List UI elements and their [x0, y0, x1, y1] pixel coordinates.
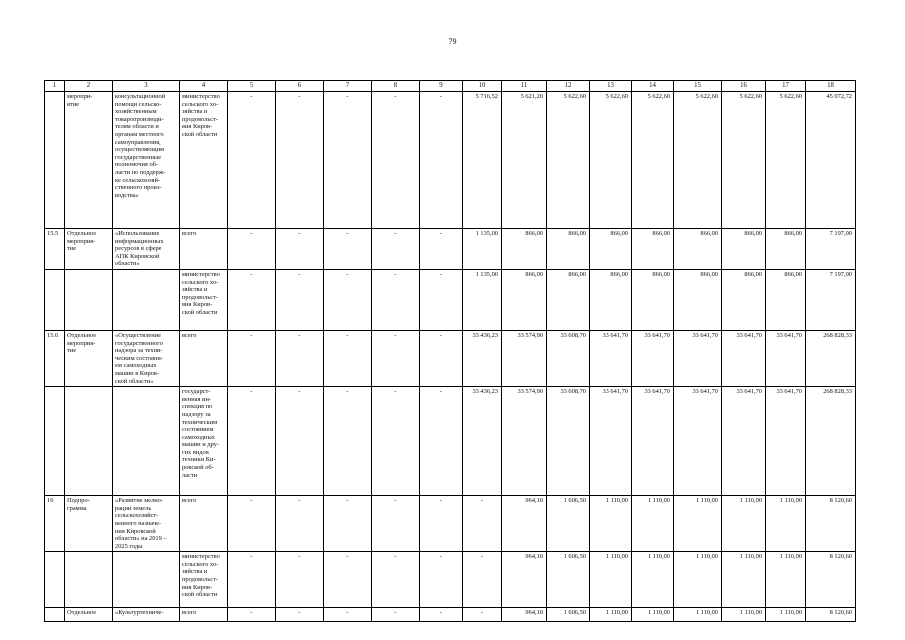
value-cell-col-9: -	[420, 92, 463, 229]
value-cell-col-14: 5 622,60	[632, 92, 674, 229]
value-cell-col-10: 1 135,00	[463, 229, 502, 270]
row-id-cell	[45, 608, 65, 622]
event-type-cell	[65, 387, 113, 496]
value-cell-col-16: 1 110,00	[722, 496, 766, 552]
column-number-5: 5	[228, 81, 276, 92]
value-cell-col-17: 33 641,70	[766, 387, 806, 496]
value-cell-col-7: -	[324, 552, 372, 608]
value-cell-col-6: -	[276, 229, 324, 270]
value-cell-col-18: 268 828,33	[806, 330, 856, 386]
value-cell-col-11: 5 621,20	[502, 92, 547, 229]
column-number-14: 14	[632, 81, 674, 92]
value-cell-col-6: -	[276, 552, 324, 608]
value-cell-col-7: -	[324, 387, 372, 496]
column-number-1: 1	[45, 81, 65, 92]
value-cell-col-8: -	[372, 552, 420, 608]
value-cell-col-8: -	[372, 269, 420, 330]
value-cell-col-14: 33 641,70	[632, 330, 674, 386]
value-cell-col-17: 866,00	[766, 229, 806, 270]
value-cell-col-12: 33 608,70	[547, 330, 590, 386]
value-cell-col-18: 8 120,60	[806, 496, 856, 552]
value-cell-col-9: -	[420, 552, 463, 608]
value-cell-col-16: 1 110,00	[722, 552, 766, 608]
table-row	[45, 92, 856, 229]
row-id-cell	[45, 269, 65, 330]
row-id-cell	[45, 552, 65, 608]
value-cell-col-6: -	[276, 92, 324, 229]
column-number-10: 10	[463, 81, 502, 92]
value-cell-col-16: 5 622,60	[722, 92, 766, 229]
column-number-11: 11	[502, 81, 547, 92]
value-cell-col-8: -	[372, 608, 420, 622]
value-cell-col-16: 866,00	[722, 269, 766, 330]
value-cell-col-5: -	[228, 269, 276, 330]
value-cell-col-11: 964,10	[502, 552, 547, 608]
value-cell-col-12: 866,00	[547, 269, 590, 330]
value-cell-col-5: -	[228, 229, 276, 270]
executor-cell: министерство сельского хо- зяйства и продовольст- вия Киров- ской области	[180, 552, 228, 608]
table-row	[45, 229, 856, 270]
column-number-8: 8	[372, 81, 420, 92]
value-cell-col-5: -	[228, 330, 276, 386]
value-cell-col-10: -	[463, 552, 502, 608]
column-number-7: 7	[324, 81, 372, 92]
value-cell-col-13: 33 641,70	[590, 330, 632, 386]
value-cell-col-9: -	[420, 608, 463, 622]
value-cell-col-12: 33 608,70	[547, 387, 590, 496]
value-cell-col-14: 1 110,00	[632, 552, 674, 608]
value-cell-col-18: 7 197,00	[806, 229, 856, 270]
value-cell-col-14: 1 110,00	[632, 496, 674, 552]
value-cell-col-11: 866,00	[502, 269, 547, 330]
value-cell-col-18: 268 828,33	[806, 387, 856, 496]
value-cell-col-13: 1 110,00	[590, 552, 632, 608]
value-cell-col-16: 1 110,00	[722, 608, 766, 622]
executor-cell: всего	[180, 608, 228, 622]
value-cell-col-15: 1 110,00	[674, 608, 722, 622]
value-cell-col-15: 866,00	[674, 229, 722, 270]
event-name-cell: «Развитие мелио- рации земель сельскохозяйст- венного назначе- ния Кировской области» на 2019 – 2025 годы	[113, 496, 180, 552]
value-cell-col-5: -	[228, 552, 276, 608]
value-cell-col-15: 33 641,70	[674, 330, 722, 386]
value-cell-col-7: -	[324, 92, 372, 229]
executor-cell: государст- венная ин- спекция по надзору за техническим состоянием самоходных машин и дру- гих видов техники Ки- ровской об- ласти	[180, 387, 228, 496]
value-cell-col-5: -	[228, 496, 276, 552]
event-type-cell: Отдельное мероприя- тие	[65, 229, 113, 270]
page-number: 79	[448, 37, 457, 46]
value-cell-col-7: -	[324, 229, 372, 270]
column-number-18: 18	[806, 81, 856, 92]
column-number-15: 15	[674, 81, 722, 92]
value-cell-col-12: 1 606,50	[547, 552, 590, 608]
value-cell-col-18: 45 072,72	[806, 92, 856, 229]
value-cell-col-15: 1 110,00	[674, 496, 722, 552]
table-row	[45, 269, 856, 330]
value-cell-col-6: -	[276, 269, 324, 330]
executor-cell: всего	[180, 229, 228, 270]
event-name-cell	[113, 387, 180, 496]
row-id-cell: 15.5	[45, 229, 65, 270]
executor-cell: министерство сельского хо- зяйства и продовольст- вия Киров- ской области	[180, 269, 228, 330]
event-type-cell	[65, 552, 113, 608]
value-cell-col-12: 1 606,50	[547, 496, 590, 552]
budget-table	[44, 80, 856, 622]
value-cell-col-17: 1 110,00	[766, 608, 806, 622]
value-cell-col-10: -	[463, 496, 502, 552]
value-cell-col-16: 33 641,70	[722, 330, 766, 386]
value-cell-col-8: -	[372, 92, 420, 229]
value-cell-col-13: 33 641,70	[590, 387, 632, 496]
table-row	[45, 552, 856, 608]
value-cell-col-18: 8 120,60	[806, 552, 856, 608]
value-cell-col-13: 1 110,00	[590, 608, 632, 622]
value-cell-col-5: -	[228, 92, 276, 229]
value-cell-col-17: 5 622,60	[766, 92, 806, 229]
event-type-cell	[65, 269, 113, 330]
value-cell-col-13: 5 622,60	[590, 92, 632, 229]
value-cell-col-10: 5 716,52	[463, 92, 502, 229]
value-cell-col-12: 1 606,50	[547, 608, 590, 622]
value-cell-col-6: -	[276, 608, 324, 622]
event-type-cell: меропри- ятие	[65, 92, 113, 229]
event-name-cell: «Осуществление государственного надзора за техни- ческим состояни- ем самоходных машин в Киров- ской области»	[113, 330, 180, 386]
value-cell-col-7: -	[324, 269, 372, 330]
value-cell-col-18: 7 197,00	[806, 269, 856, 330]
column-number-2: 2	[65, 81, 113, 92]
value-cell-col-16: 866,00	[722, 229, 766, 270]
row-id-cell: 16	[45, 496, 65, 552]
value-cell-col-9: -	[420, 387, 463, 496]
value-cell-col-9: -	[420, 330, 463, 386]
value-cell-col-9: -	[420, 269, 463, 330]
column-number-13: 13	[590, 81, 632, 92]
event-name-cell: консультационной помощи сельско- хозяйственным товаропроизводи- телям области и органам местного самоуправления, осуществляющим государственные полномочия об- ласти по поддерж- ке сельскохозяй- ственного произ- водства»	[113, 92, 180, 229]
event-name-cell: «Культуртехниче-	[113, 608, 180, 622]
executor-cell: всего	[180, 496, 228, 552]
column-number-9: 9	[420, 81, 463, 92]
event-name-cell: «Использование информационных ресурсов в сфере АПК Кировской области»	[113, 229, 180, 270]
value-cell-col-10: -	[463, 608, 502, 622]
value-cell-col-15: 1 110,00	[674, 552, 722, 608]
value-cell-col-10: 33 436,23	[463, 387, 502, 496]
value-cell-col-13: 866,00	[590, 229, 632, 270]
value-cell-col-7: -	[324, 496, 372, 552]
value-cell-col-6: -	[276, 496, 324, 552]
value-cell-col-11: 964,10	[502, 608, 547, 622]
value-cell-col-17: 1 110,00	[766, 552, 806, 608]
event-type-cell: Отдельное мероприя- тие	[65, 330, 113, 386]
value-cell-col-13: 1 110,00	[590, 496, 632, 552]
value-cell-col-13: 866,00	[590, 269, 632, 330]
value-cell-col-8: -	[372, 229, 420, 270]
value-cell-col-17: 1 110,00	[766, 496, 806, 552]
value-cell-col-6: -	[276, 330, 324, 386]
value-cell-col-10: 33 436,23	[463, 330, 502, 386]
value-cell-col-8: -	[372, 496, 420, 552]
value-cell-col-12: 5 622,60	[547, 92, 590, 229]
value-cell-col-14: 1 110,00	[632, 608, 674, 622]
event-type-cell: Отдельное	[65, 608, 113, 622]
event-name-cell	[113, 552, 180, 608]
value-cell-col-6: -	[276, 387, 324, 496]
value-cell-col-5: -	[228, 608, 276, 622]
value-cell-col-11: 866,00	[502, 229, 547, 270]
value-cell-col-8: -	[372, 387, 420, 496]
value-cell-col-5: -	[228, 387, 276, 496]
column-number-17: 17	[766, 81, 806, 92]
value-cell-col-14: 866,00	[632, 269, 674, 330]
value-cell-col-18: 8 120,60	[806, 608, 856, 622]
value-cell-col-10: 1 135,00	[463, 269, 502, 330]
value-cell-col-12: 866,00	[547, 229, 590, 270]
value-cell-col-15: 5 622,60	[674, 92, 722, 229]
row-id-cell: 15.6	[45, 330, 65, 386]
table-row	[45, 496, 856, 552]
executor-cell: министерство сельского хо- зяйства и продовольст- вия Киров- ской области	[180, 92, 228, 229]
value-cell-col-7: -	[324, 608, 372, 622]
row-id-cell	[45, 387, 65, 496]
column-number-row	[45, 81, 856, 92]
value-cell-col-7: -	[324, 330, 372, 386]
table-row	[45, 608, 856, 622]
table-row	[45, 330, 856, 386]
value-cell-col-9: -	[420, 229, 463, 270]
value-cell-col-11: 33 574,90	[502, 330, 547, 386]
value-cell-col-17: 866,00	[766, 269, 806, 330]
event-type-cell: Подпро- грамма	[65, 496, 113, 552]
value-cell-col-17: 33 641,70	[766, 330, 806, 386]
column-number-16: 16	[722, 81, 766, 92]
value-cell-col-11: 33 574,90	[502, 387, 547, 496]
value-cell-col-9: -	[420, 496, 463, 552]
value-cell-col-15: 866,00	[674, 269, 722, 330]
column-number-6: 6	[276, 81, 324, 92]
table-row	[45, 387, 856, 496]
row-id-cell	[45, 92, 65, 229]
column-number-4: 4	[180, 81, 228, 92]
value-cell-col-11: 964,10	[502, 496, 547, 552]
value-cell-col-14: 33 641,70	[632, 387, 674, 496]
value-cell-col-15: 33 641,70	[674, 387, 722, 496]
value-cell-col-8: -	[372, 330, 420, 386]
column-number-12: 12	[547, 81, 590, 92]
executor-cell: всего	[180, 330, 228, 386]
column-number-3: 3	[113, 81, 180, 92]
value-cell-col-16: 33 641,70	[722, 387, 766, 496]
value-cell-col-14: 866,00	[632, 229, 674, 270]
event-name-cell	[113, 269, 180, 330]
